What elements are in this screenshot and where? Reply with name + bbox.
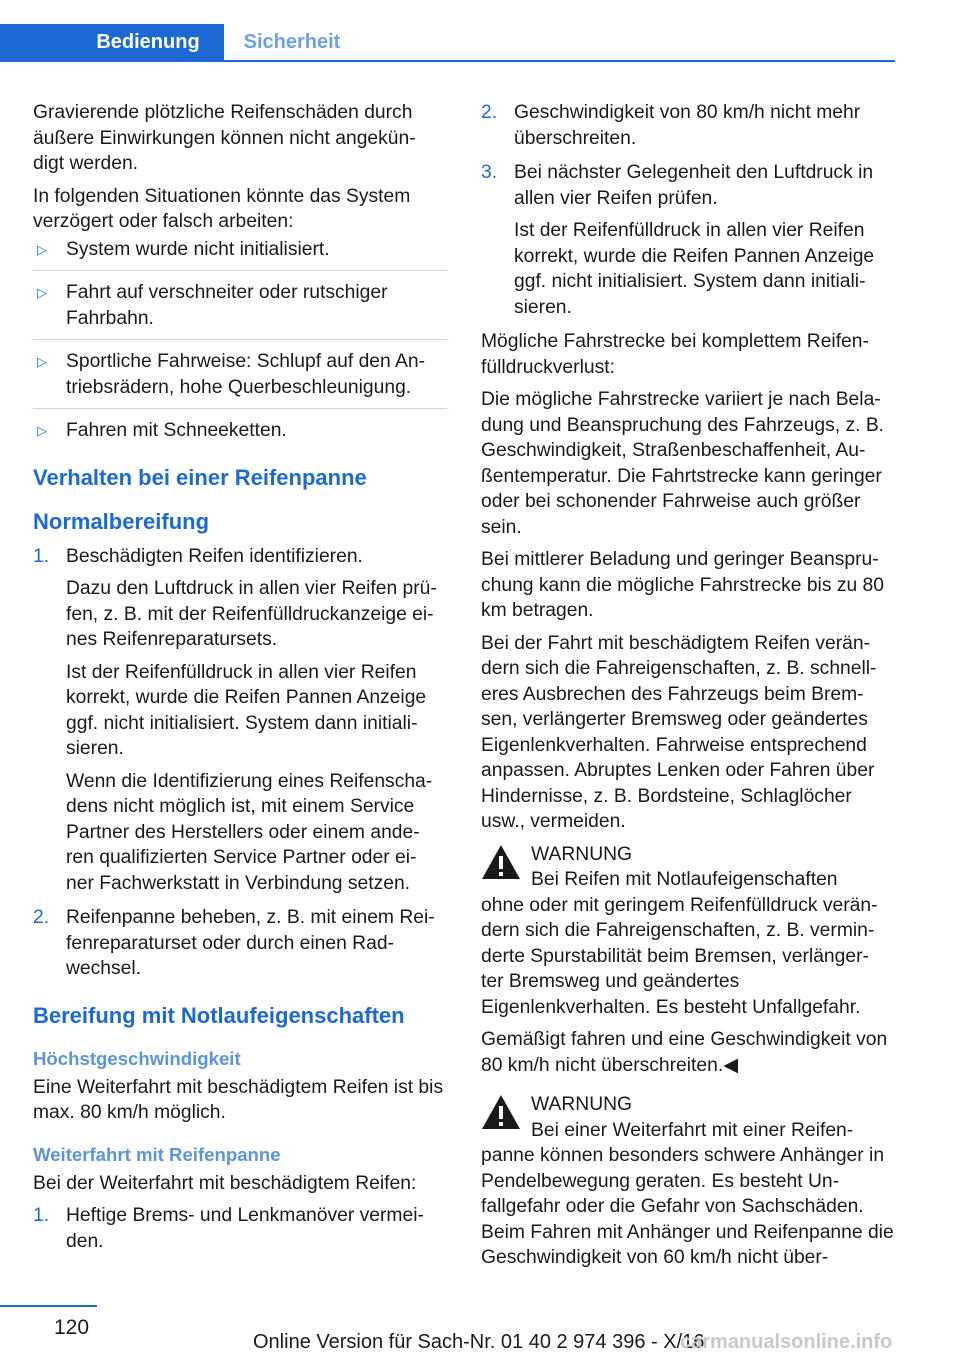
step-item: [33, 1203, 447, 1254]
warning-block: [481, 1092, 895, 1271]
warning-label: WARNUNG: [531, 1094, 633, 1115]
heading-notlauf: Bereifung mit Notlaufeigenschaften: [33, 1002, 405, 1028]
bullet-triangle-icon: ▷: [37, 241, 47, 257]
step-text: Beschädigten Reifen identifizieren.: [66, 545, 363, 567]
left-column: [33, 100, 447, 1263]
warning-triangle-icon: [481, 844, 531, 893]
warning-block: [481, 842, 895, 1021]
tab-sicherheit[interactable]: Sicherheit: [243, 30, 341, 53]
fahreigenschaften-paragraph: Bei der Fahrt mit beschädigtem Reifen verän‐ dern sich die Fahreigenschaften, z. B. schnell‐ eres Ausbrechen des Fahrzeugs beim Brem‐ sen, verlängerter Bremsweg oder geändertes Eigenlenkverhalten. Fahrweise entsprechend anpassen. Abruptes Lenken oder Fahren über Hindernisse, z. B. Bordsteine, Schlaglöcher usw., vermeiden.: [481, 632, 877, 832]
footer-divider: [0, 1305, 97, 1307]
heading-weiterfahrt: Weiterfahrt mit Reifenpanne: [33, 1143, 281, 1165]
step-item: [33, 544, 447, 897]
list-item: [33, 349, 447, 409]
heading-normalbereifung: Normalbereifung: [33, 508, 210, 534]
step-number: 2.: [33, 907, 50, 928]
fahrstrecke-paragraph: Die mögliche Fahrstrecke variiert je nach Bela‐ dung und Beanspruchung des Fahrzeugs, z. B. Geschwindigkeit, Straßenbeschaffenheit, Au‐ ßentemperatur. Die Fahrtstrecke kann geringer oder bei schonender Fahrweise auch größer sein.: [481, 389, 885, 538]
weiterfahrt-paragraph: Bei der Weiterfahrt mit beschädigtem Reifen:: [33, 1172, 417, 1194]
list-item: [33, 280, 447, 340]
list-item: [33, 418, 447, 444]
warning-text: Bei Reifen mit Notlaufeigenschaften: [531, 869, 838, 890]
list-item-text: System wurde nicht initialisiert.: [66, 238, 330, 260]
warning-label: WARNUNG: [531, 843, 633, 865]
header-divider: [0, 60, 895, 62]
hoechst-paragraph: Eine Weiterfahrt mit beschädigtem Reifen ist bis max. 80 km/h möglich.: [33, 1076, 444, 1123]
bullet-triangle-icon: ▷: [37, 354, 47, 369]
list-item-text: Fahren mit Schneeketten.: [66, 420, 287, 441]
tab-bedienung[interactable]: Bedienung: [0, 24, 224, 60]
step-text: Reifenpanne beheben, z. B. mit einem Rei‐ fenreparaturset oder durch einen Rad‐ wechsel.: [66, 907, 435, 979]
list-item-text: Fahrt auf verschneiter oder rutschiger Fahrbahn.: [66, 282, 388, 329]
right-column: [481, 100, 895, 1278]
bullet-triangle-icon: ▷: [37, 285, 47, 300]
step-number: 1.: [33, 545, 50, 567]
beladung-paragraph: Bei mittlerer Beladung und geringer Beanspru‐ chung kann die mögliche Fahrstrecke bis zu 80 km betragen.: [481, 549, 884, 621]
step-subtext: Ist der Reifenfülldruck in allen vier Reifen korrekt, wurde die Reifen Pannen Anzeige ggf. nicht initialisiert. System dann initiali‐ sieren.: [66, 661, 427, 759]
step-subtext: Ist der Reifenfülldruck in allen vier Reifen korrekt, wurde die Reifen Pannen Anzeige ggf. nicht initialisiert. System dann initiali‐ sieren.: [514, 220, 875, 318]
step-item: [481, 160, 895, 320]
step-text: Geschwindigkeit von 80 km/h nicht mehr überschreiten.: [514, 102, 861, 149]
intro-paragraph: Gravierende plötzliche Reifenschäden durch äußere Einwirkungen können nicht angekün‐ digt werden.: [33, 102, 416, 174]
normal-steps-list: [33, 544, 447, 982]
step-number: 2.: [481, 102, 498, 123]
list-item: [33, 237, 447, 272]
fahrstrecke-intro: Mögliche Fahrstrecke bei komplettem Reifen‐ fülldruckverlust:: [481, 331, 869, 378]
header-bar: [0, 0, 895, 60]
step-text: Bei nächster Gelegenheit den Luftdruck in allen vier Reifen prüfen.: [514, 162, 874, 209]
step-item: [481, 100, 895, 151]
step-subtext: Wenn die Identifizierung eines Reifenscha‐ dens nicht möglich ist, mit einem Service Partner des Herstellers oder einem ande‐ ren qualifizierten Service Partner oder ei‐ ner Fachwerkstatt in Verbindung setzen.: [66, 770, 433, 894]
warning-text-continued: ohne oder mit geringem Reifenfülldruck verän‐ dern sich die Fahreigenschaften, z. B. vermin‐ derte Spurstabilität beim Bremsen, verlänger‐ ter Bremsweg und geändertes Eigenlenkverhalten. Es besteht Unfallgefahr.: [481, 894, 878, 1018]
step-text: Heftige Brems- und Lenkmanöver vermei‐ den.: [66, 1205, 424, 1252]
heading-reifenpanne: Verhalten bei einer Reifenpanne: [33, 464, 367, 490]
step-number: 1.: [33, 1205, 50, 1226]
situations-list: [33, 237, 447, 444]
step-number: 3.: [481, 162, 498, 183]
step-subtext: Dazu den Luftdruck in allen vier Reifen prü‐ fen, z. B. mit der Reifenfülldruckanzeige ei‐ nes Reifenreparatursets.: [66, 578, 437, 650]
heading-hoechstgeschwindigkeit: Höchstgeschwindigkeit: [33, 1047, 241, 1069]
watermark: carmanualsonline.info: [680, 1331, 893, 1353]
bullet-triangle-icon: ▷: [37, 423, 47, 438]
warning-text: Bei einer Weiterfahrt mit einer Reifen‐: [531, 1119, 854, 1141]
warning-advice: Gemäßigt fahren und eine Geschwindigkeit von 80 km/h nicht überschreiten.◀: [481, 1029, 888, 1076]
warning-triangle-icon: [481, 1094, 531, 1143]
warning-text-continued: panne können besonders schwere Anhänger in Pendelbewegung geraten. Es besteht Un‐ fallgefahr oder die Gefahr von Sachschäden. Beim Fahren mit Anhänger und Reifenpanne die Geschwindigkeit von 60 km/h nicht über‐: [481, 1145, 894, 1268]
situations-intro: In folgenden Situationen könnte das System verzögert oder falsch arbeiten:: [33, 185, 411, 232]
online-version-text: Online Version für Sach-Nr. 01 40 2 974 396 - X/16: [253, 1331, 705, 1353]
page-number: 120: [54, 1316, 90, 1339]
step-item: [33, 905, 447, 982]
list-item-text: Sportliche Fahrweise: Schlupf auf den An‐ triebsrädern, hohe Querbeschleunigung.: [66, 351, 426, 398]
